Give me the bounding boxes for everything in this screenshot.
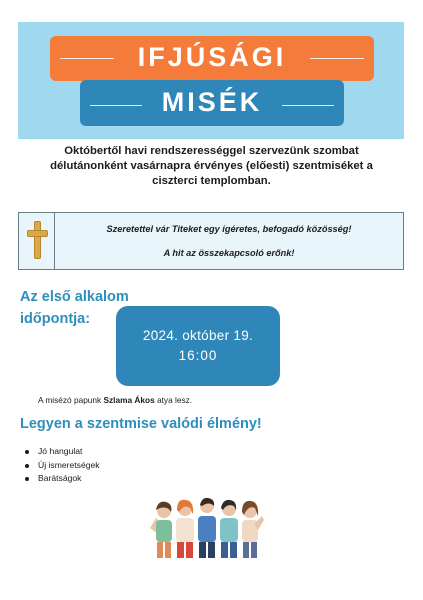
event-time: 16:00: [178, 348, 218, 363]
first-occasion-heading-line-2: időpontja:: [20, 311, 91, 327]
title-banner-bottom: [80, 80, 344, 126]
list-item: Új ismeretségek: [24, 459, 100, 473]
priest-name: Szlama Ákos: [103, 395, 155, 405]
cross-icon: [27, 221, 47, 259]
first-occasion-heading: [20, 286, 129, 330]
quote-box: [18, 212, 404, 270]
title-line-1: IFJÚSÁGI: [137, 42, 287, 72]
priest-line: [38, 395, 192, 405]
person-figure: [150, 502, 172, 558]
benefit-list: [24, 445, 100, 486]
priest-prefix: A misézó papunk: [38, 395, 102, 405]
title-banner-top: [50, 36, 374, 81]
date-box: [116, 306, 280, 386]
event-date: 2024. október 19.: [142, 328, 254, 343]
first-occasion-heading-line-1: Az első alkalom: [20, 289, 129, 305]
intro-text: Októbertől havi rendszerességgel szervezünk szombat délutánonként vasárnapra érvényes (előesti) szentmiséket a ciszterci templomban.: [50, 145, 373, 188]
list-item: Barátságok: [24, 472, 100, 486]
person-figure: [176, 500, 194, 558]
quote-icon-cell: [19, 213, 55, 269]
group-of-friends-illustration: [146, 490, 266, 560]
title-line-2: MISÉK: [161, 87, 263, 117]
priest-suffix: atya lesz.: [157, 395, 193, 405]
person-figure: [220, 500, 238, 558]
person-figure: [198, 498, 216, 558]
quote-line-2: A hit az összekapcsoló erőnk!: [163, 248, 295, 258]
list-item: Jó hangulat: [24, 445, 100, 459]
quote-line-1: Szeretettel vár Titeket egy ígéretes, befogadó közösség!: [106, 224, 352, 234]
person-figure: [242, 501, 264, 558]
experience-heading: Legyen a szentmise valódi élmény!: [20, 416, 262, 432]
